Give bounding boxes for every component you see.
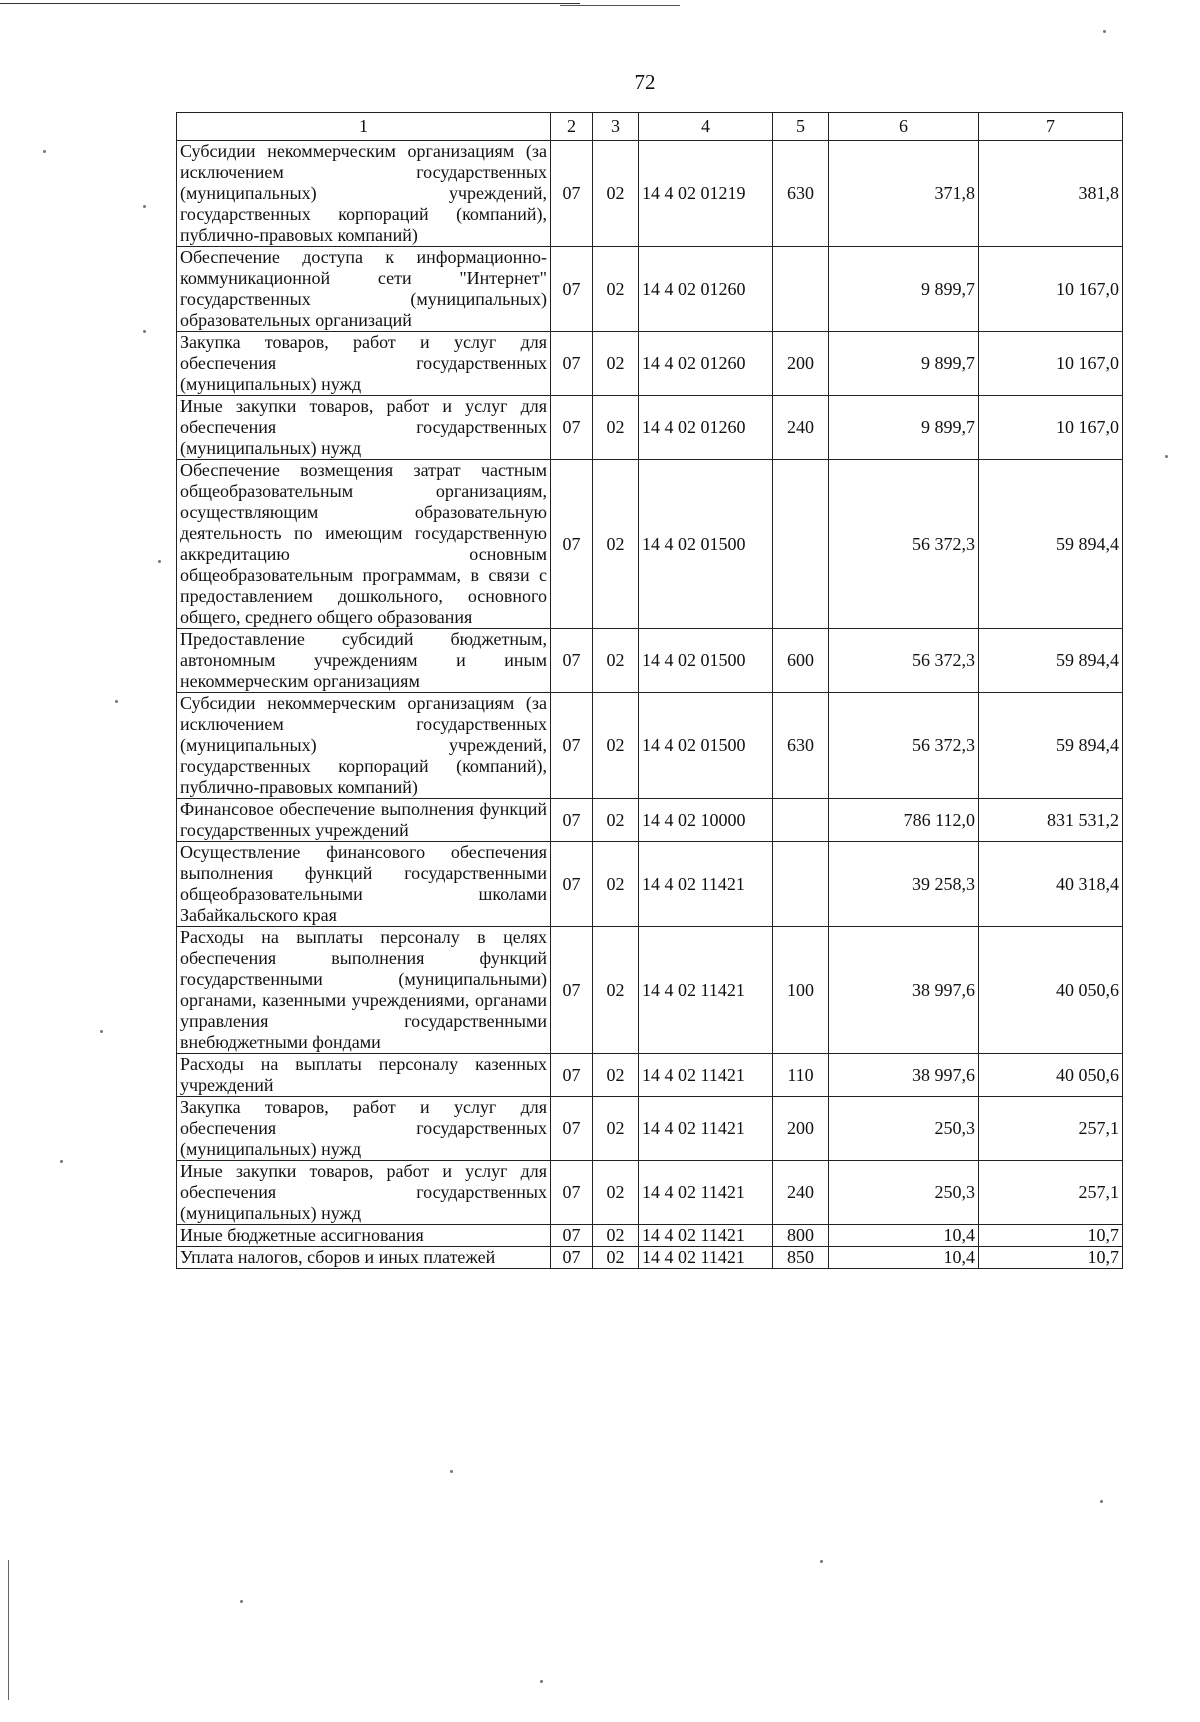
subsection-code-cell: 02 <box>593 1161 639 1225</box>
section-code-cell: 07 <box>551 693 593 799</box>
amount-year1-cell: 9 899,7 <box>829 247 979 332</box>
expense-type-cell: 200 <box>773 332 829 396</box>
table-row <box>177 842 1123 927</box>
target-article-cell: 14 4 02 11421 <box>639 927 773 1054</box>
target-article-cell: 14 4 02 11421 <box>639 842 773 927</box>
target-article-cell: 14 4 02 11421 <box>639 1097 773 1161</box>
column-header: 4 <box>639 113 773 141</box>
target-article-cell: 14 4 02 01500 <box>639 693 773 799</box>
column-header: 6 <box>829 113 979 141</box>
scan-speck <box>143 330 146 333</box>
amount-year2-cell: 10,7 <box>979 1247 1123 1269</box>
scan-speck <box>540 1680 543 1683</box>
amount-year2-cell: 59 894,4 <box>979 629 1123 693</box>
section-code-cell: 07 <box>551 1161 593 1225</box>
target-article-cell: 14 4 02 10000 <box>639 799 773 842</box>
amount-year1-cell: 250,3 <box>829 1161 979 1225</box>
table-row <box>177 141 1123 247</box>
row-name-cell: Иные закупки товаров, работ и услуг для обеспечения государственных (муниципальных) нужд <box>177 396 551 460</box>
amount-year1-cell: 56 372,3 <box>829 693 979 799</box>
table-row <box>177 629 1123 693</box>
amount-year1-cell: 10,4 <box>829 1247 979 1269</box>
expense-type-cell <box>773 460 829 629</box>
amount-year1-cell: 56 372,3 <box>829 629 979 693</box>
amount-year2-cell: 10 167,0 <box>979 396 1123 460</box>
table-row <box>177 1161 1123 1225</box>
row-name-cell: Обеспечение доступа к информационно-коммуникационной сети "Интернет" государственных (муниципальных) образовательных организаций <box>177 247 551 332</box>
scan-speck <box>450 1470 453 1473</box>
target-article-cell: 14 4 02 01260 <box>639 332 773 396</box>
amount-year2-cell: 40 050,6 <box>979 927 1123 1054</box>
subsection-code-cell: 02 <box>593 842 639 927</box>
section-code-cell: 07 <box>551 332 593 396</box>
subsection-code-cell: 02 <box>593 799 639 842</box>
section-code-cell: 07 <box>551 927 593 1054</box>
row-name-cell: Расходы на выплаты персоналу в целях обеспечения выполнения функций государственными (муниципальными) органами, казенными учреждениями, органами управления государственными внебюджетными фондами <box>177 927 551 1054</box>
target-article-cell: 14 4 02 11421 <box>639 1225 773 1247</box>
amount-year1-cell: 250,3 <box>829 1097 979 1161</box>
amount-year2-cell: 40 050,6 <box>979 1054 1123 1097</box>
amount-year2-cell: 10 167,0 <box>979 247 1123 332</box>
section-code-cell: 07 <box>551 799 593 842</box>
row-name-cell: Финансовое обеспечение выполнения функций государственных учреждений <box>177 799 551 842</box>
amount-year2-cell: 831 531,2 <box>979 799 1123 842</box>
expense-type-cell: 200 <box>773 1097 829 1161</box>
expense-type-cell <box>773 247 829 332</box>
table-row <box>177 1225 1123 1247</box>
table-row <box>177 396 1123 460</box>
table-row <box>177 927 1123 1054</box>
table-header-row <box>177 113 1123 141</box>
row-name-cell: Закупка товаров, работ и услуг для обеспечения государственных (муниципальных) нужд <box>177 1097 551 1161</box>
row-name-cell: Иные закупки товаров, работ и услуг для обеспечения государственных (муниципальных) нужд <box>177 1161 551 1225</box>
subsection-code-cell: 02 <box>593 629 639 693</box>
page-number: 72 <box>634 70 656 94</box>
row-name-cell: Предоставление субсидий бюджетным, автономным учреждениям и иным некоммерческим организациям <box>177 629 551 693</box>
scan-speck <box>115 700 118 703</box>
section-code-cell: 07 <box>551 629 593 693</box>
amount-year1-cell: 10,4 <box>829 1225 979 1247</box>
table-body <box>177 141 1123 1269</box>
table-row <box>177 799 1123 842</box>
amount-year2-cell: 59 894,4 <box>979 693 1123 799</box>
expense-type-cell: 110 <box>773 1054 829 1097</box>
target-article-cell: 14 4 02 11421 <box>639 1054 773 1097</box>
row-name-cell: Субсидии некоммерческим организациям (за исключением государственных (муниципальных) учреждений, государственных корпораций (компаний), публично-правовых компаний) <box>177 141 551 247</box>
amount-year2-cell: 381,8 <box>979 141 1123 247</box>
expense-type-cell: 630 <box>773 693 829 799</box>
expense-type-cell: 600 <box>773 629 829 693</box>
expense-type-cell: 800 <box>773 1225 829 1247</box>
section-code-cell: 07 <box>551 842 593 927</box>
row-name-cell: Уплата налогов, сборов и иных платежей <box>177 1247 551 1269</box>
amount-year1-cell: 39 258,3 <box>829 842 979 927</box>
amount-year2-cell: 10 167,0 <box>979 332 1123 396</box>
column-header: 2 <box>551 113 593 141</box>
row-name-cell: Расходы на выплаты персоналу казенных учреждений <box>177 1054 551 1097</box>
scan-speck <box>158 560 161 563</box>
section-code-cell: 07 <box>551 460 593 629</box>
target-article-cell: 14 4 02 01260 <box>639 396 773 460</box>
row-name-cell: Закупка товаров, работ и услуг для обеспечения государственных (муниципальных) нужд <box>177 332 551 396</box>
subsection-code-cell: 02 <box>593 1097 639 1161</box>
target-article-cell: 14 4 02 11421 <box>639 1161 773 1225</box>
row-name-cell: Обеспечение возмещения затрат частным общеобразовательным организациям, осуществляющим образовательную деятельность по имеющим государственную аккредитацию основным общеобразовательным программам, в связи с предоставлением дошкольного, основного общего, среднего общего образования <box>177 460 551 629</box>
amount-year1-cell: 38 997,6 <box>829 1054 979 1097</box>
amount-year2-cell: 40 318,4 <box>979 842 1123 927</box>
subsection-code-cell: 02 <box>593 1247 639 1269</box>
table-row <box>177 693 1123 799</box>
amount-year1-cell: 9 899,7 <box>829 332 979 396</box>
amount-year1-cell: 56 372,3 <box>829 460 979 629</box>
scan-edge-line <box>8 1560 9 1700</box>
table-row <box>177 247 1123 332</box>
section-code-cell: 07 <box>551 141 593 247</box>
target-article-cell: 14 4 02 11421 <box>639 1247 773 1269</box>
scan-speck <box>143 205 146 208</box>
column-header: 7 <box>979 113 1123 141</box>
scan-speck <box>60 1160 63 1163</box>
expense-type-cell: 850 <box>773 1247 829 1269</box>
amount-year2-cell: 257,1 <box>979 1097 1123 1161</box>
amount-year1-cell: 9 899,7 <box>829 396 979 460</box>
amount-year1-cell: 38 997,6 <box>829 927 979 1054</box>
subsection-code-cell: 02 <box>593 332 639 396</box>
scan-speck <box>820 1560 823 1563</box>
scan-speck <box>1103 30 1106 33</box>
subsection-code-cell: 02 <box>593 247 639 332</box>
subsection-code-cell: 02 <box>593 1054 639 1097</box>
subsection-code-cell: 02 <box>593 396 639 460</box>
target-article-cell: 14 4 02 01500 <box>639 629 773 693</box>
subsection-code-cell: 02 <box>593 927 639 1054</box>
table-row <box>177 1247 1123 1269</box>
table-row <box>177 1097 1123 1161</box>
section-code-cell: 07 <box>551 1054 593 1097</box>
scan-speck <box>240 1600 243 1603</box>
amount-year1-cell: 371,8 <box>829 141 979 247</box>
table-row <box>177 1054 1123 1097</box>
section-code-cell: 07 <box>551 247 593 332</box>
column-header: 3 <box>593 113 639 141</box>
amount-year1-cell: 786 112,0 <box>829 799 979 842</box>
expense-type-cell: 630 <box>773 141 829 247</box>
expense-type-cell <box>773 842 829 927</box>
section-code-cell: 07 <box>551 1225 593 1247</box>
subsection-code-cell: 02 <box>593 141 639 247</box>
scan-edge-line <box>560 5 680 6</box>
expense-type-cell: 240 <box>773 1161 829 1225</box>
target-article-cell: 14 4 02 01260 <box>639 247 773 332</box>
row-name-cell: Иные бюджетные ассигнования <box>177 1225 551 1247</box>
subsection-code-cell: 02 <box>593 1225 639 1247</box>
scan-speck <box>100 1030 103 1033</box>
subsection-code-cell: 02 <box>593 460 639 629</box>
row-name-cell: Субсидии некоммерческим организациям (за исключением государственных (муниципальных) учреждений, государственных корпораций (компаний), публично-правовых компаний) <box>177 693 551 799</box>
table-row <box>177 460 1123 629</box>
section-code-cell: 07 <box>551 396 593 460</box>
expense-type-cell: 100 <box>773 927 829 1054</box>
column-header: 1 <box>177 113 551 141</box>
amount-year2-cell: 257,1 <box>979 1161 1123 1225</box>
target-article-cell: 14 4 02 01219 <box>639 141 773 247</box>
amount-year2-cell: 10,7 <box>979 1225 1123 1247</box>
column-header: 5 <box>773 113 829 141</box>
table-row <box>177 332 1123 396</box>
section-code-cell: 07 <box>551 1247 593 1269</box>
scan-speck <box>1165 455 1168 458</box>
expense-type-cell: 240 <box>773 396 829 460</box>
expense-type-cell <box>773 799 829 842</box>
scan-speck <box>43 150 46 153</box>
budget-table <box>176 112 1123 1269</box>
target-article-cell: 14 4 02 01500 <box>639 460 773 629</box>
row-name-cell: Осуществление финансового обеспечения выполнения функций государственными общеобразовательными школами Забайкальского края <box>177 842 551 927</box>
scan-edge-line <box>0 3 580 4</box>
subsection-code-cell: 02 <box>593 693 639 799</box>
section-code-cell: 07 <box>551 1097 593 1161</box>
amount-year2-cell: 59 894,4 <box>979 460 1123 629</box>
scan-speck <box>1100 1500 1103 1503</box>
